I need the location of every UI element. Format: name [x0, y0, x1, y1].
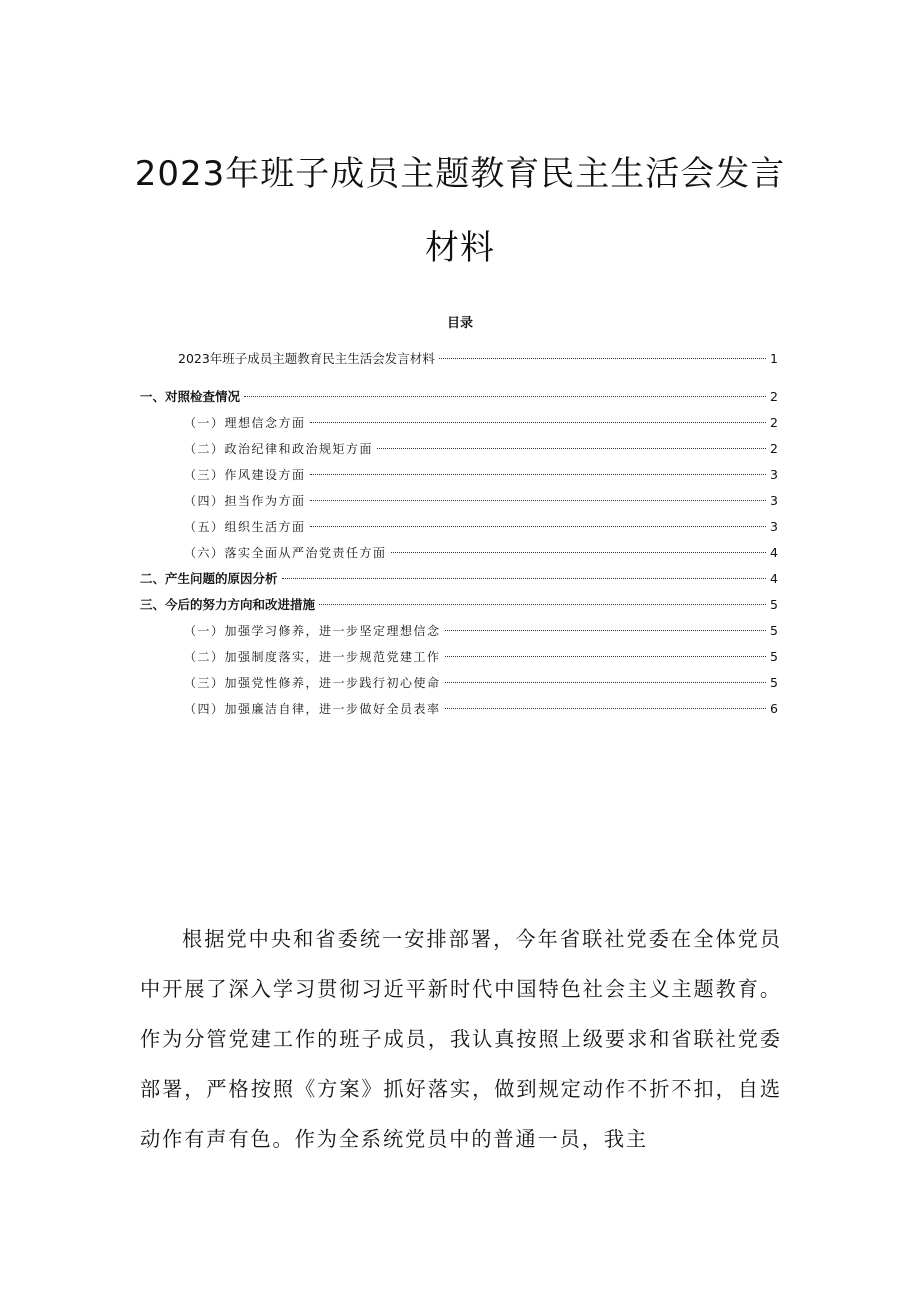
- toc-heading: 目录: [446, 316, 473, 331]
- toc-entry[interactable]: [140, 436, 778, 462]
- toc-entry[interactable]: [140, 346, 778, 372]
- toc-dot-leader: [391, 552, 766, 553]
- toc-dot-leader: [319, 604, 766, 605]
- toc-dot-leader: [310, 422, 766, 423]
- toc-entry-text: （六）落实全面从严治党责任方面: [184, 546, 387, 560]
- toc-entry[interactable]: [140, 514, 778, 540]
- toc-entry-page: 4: [770, 571, 778, 586]
- toc-entry[interactable]: [140, 384, 778, 410]
- toc-entry-text: 一、对照检查情况: [140, 389, 241, 404]
- toc-entry-text: 2023年班子成员主题教育民主生活会发言材料: [178, 351, 435, 366]
- body-paragraph: 根据党中央和省委统一安排部署，今年省联社党委在全体党员中开展了深入学习贯彻习近平新时代中国特色社会主义主题教育。作为分管党建工作的班子成员，我认真按照上级要求和省联社党委部署，严格按照《方案》抓好落实，做到规定动作不折不扣，自选动作有声有色。作为全系统党员中的普通一员，我主: [140, 927, 782, 1151]
- toc-entry-page: 3: [770, 519, 778, 534]
- toc-entry-page: 5: [770, 649, 778, 664]
- toc-entry-page: 3: [770, 467, 778, 482]
- toc-entry-page: 4: [770, 545, 778, 560]
- table-of-contents: [140, 346, 778, 722]
- toc-entry[interactable]: [140, 644, 778, 670]
- toc-entry[interactable]: [140, 592, 778, 618]
- toc-entry[interactable]: [140, 670, 778, 696]
- toc-entry[interactable]: [140, 540, 778, 566]
- toc-dot-leader: [310, 500, 766, 501]
- toc-entry-text: （五）组织生活方面: [184, 520, 306, 534]
- toc-entry[interactable]: [140, 410, 778, 436]
- toc-dot-leader: [445, 630, 766, 631]
- toc-entry-page: 2: [770, 415, 778, 430]
- toc-dot-leader: [377, 448, 766, 449]
- toc-entry-page: 5: [770, 597, 778, 612]
- document-title-line-1: 2023年班子成员主题教育民主生活会发言: [134, 154, 786, 194]
- toc-dot-leader: [445, 682, 766, 683]
- toc-entry-text: （二）政治纪律和政治规矩方面: [184, 442, 374, 456]
- toc-dot-leader: [282, 578, 766, 579]
- toc-entry[interactable]: [140, 566, 778, 592]
- toc-dot-leader: [310, 474, 766, 475]
- document-title-line-2: 材料: [425, 228, 495, 268]
- toc-entry[interactable]: [140, 488, 778, 514]
- toc-entry-text: （三）作风建设方面: [184, 468, 306, 482]
- toc-entry-text: （一）理想信念方面: [184, 416, 306, 430]
- toc-entry-text: （三）加强党性修养，进一步践行初心使命: [184, 676, 441, 690]
- toc-entry[interactable]: [140, 696, 778, 722]
- toc-entry-text: （一）加强学习修养，进一步坚定理想信念: [184, 624, 441, 638]
- toc-entry[interactable]: [140, 462, 778, 488]
- toc-dot-leader: [445, 656, 766, 657]
- toc-entry-text: （二）加强制度落实，进一步规范党建工作: [184, 650, 441, 664]
- toc-entry-page: 3: [770, 493, 778, 508]
- toc-entry-page: 6: [770, 701, 778, 716]
- toc-entry[interactable]: [140, 618, 778, 644]
- toc-entry-page: 2: [770, 389, 778, 404]
- toc-entry-page: 2: [770, 441, 778, 456]
- toc-entry-page: 5: [770, 623, 778, 638]
- toc-entry-text: （四）担当作为方面: [184, 494, 306, 508]
- toc-dot-leader: [244, 396, 766, 397]
- toc-entry-text: （四）加强廉洁自律，进一步做好全员表率: [184, 702, 441, 716]
- toc-dot-leader: [310, 526, 766, 527]
- toc-dot-leader: [439, 358, 766, 359]
- toc-entry-page: 5: [770, 675, 778, 690]
- toc-dot-leader: [445, 708, 766, 709]
- toc-entry-page: 1: [770, 351, 778, 366]
- toc-entry-text: 二、产生问题的原因分析: [140, 571, 278, 586]
- toc-entry-text: 三、今后的努力方向和改进措施: [140, 597, 316, 612]
